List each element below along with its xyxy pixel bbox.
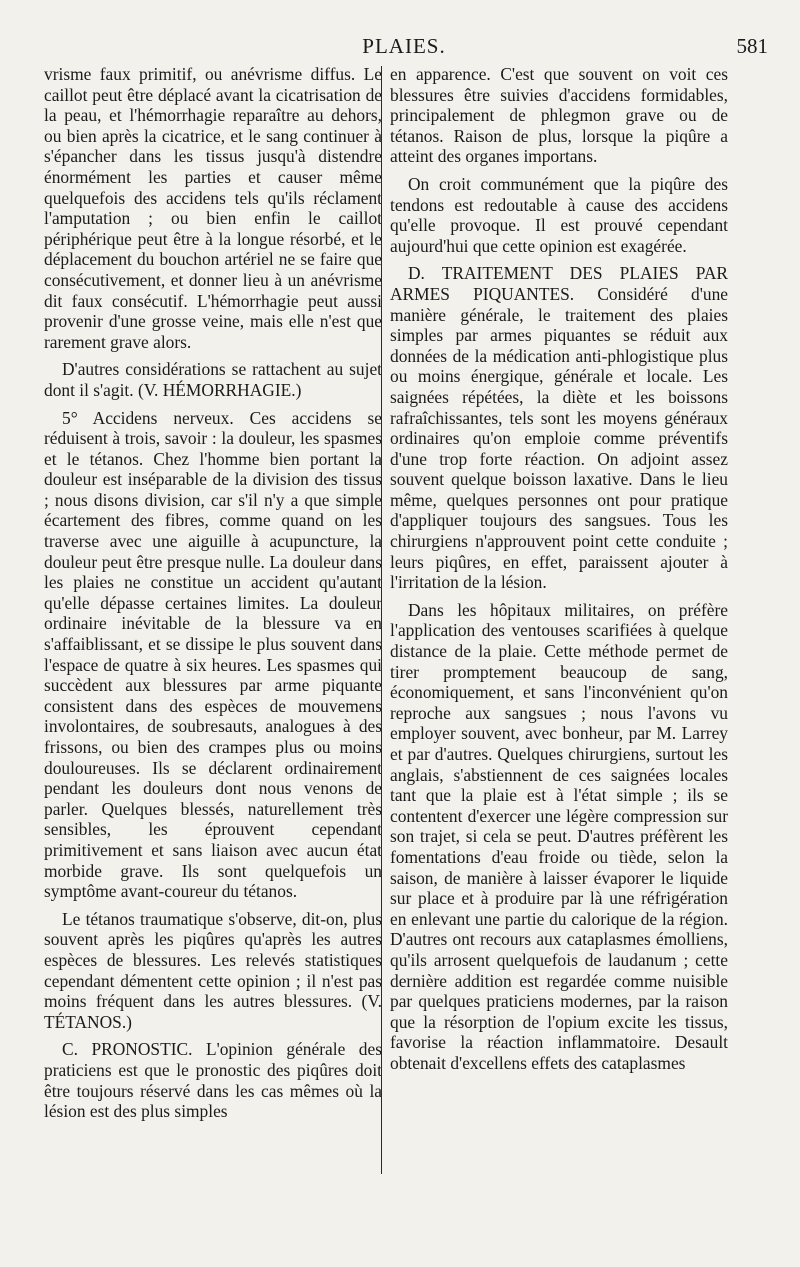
paragraph: Le tétanos traumatique s'observe, dit-on, plus souvent après les piqûres qu'après les autres espèces de blessures. Les relevés statistiques cependant démentent cette opinion ; il n'est pas moins fréquent dans les autres blessures. (V. TÉTANOS.) bbox=[44, 908, 382, 1032]
paragraph: 5° Accidens nerveux. Ces accidens se réduisent à trois, savoir : la douleur, les spasmes et le tétanos. Chez l'homme bien portant la douleur est inséparable de la division des tissus ; nous disons division, car s'il n'y a que simple écartement des fibres, comme quand on les traverse avec une aiguille à acupuncture, la douleur peut être presque nulle. La douleur dans les plaies ne constitue un accident qu'autant qu'elle dépasse certaines limites. La douleur ordinaire inévitable de la blessure va en s'affaiblissant, et se dissipe le plus souvent dans l'espace de quatre à six heures. Les spasmes qui succèdent aux blessures par arme piquante consistent dans des espèces de mouvemens involontaires, de soubresauts, analogues à des frissons, ou bien des crampes plus ou moins douloureuses. Ils se déclarent ordinairement pendant les douleurs dont nous venons de parler. Quelques blessés, naturellement très sensibles, les éprouvent cependant primitivement et sans liaison avec aucun état morbide grave. Ils sont quelquefois un symptôme avant-coureur du tétanos. bbox=[44, 407, 382, 902]
running-title: PLAIES. bbox=[362, 34, 446, 58]
column-divider bbox=[381, 66, 382, 1174]
running-head bbox=[40, 34, 768, 64]
paragraph: C. PRONOSTIC. L'opinion générale des praticiens est que le pronostic des piqûres doit être toujours réservé dans les cas mêmes où la lésion est des plus simples bbox=[44, 1039, 382, 1122]
paragraph: Dans les hôpitaux militaires, on préfère l'application des ventouses scarifiées à quelque distance de la plaie. Cette méthode permet de tirer promptement beaucoup de sang, économiquement, et sans l'inconvénient qu'on reproche aux sangsues ; nous l'avons vu employer souvent, avec bonheur, par M. Larrey et par d'autres. Quelques chirurgiens, surtout les anglais, s'abstiennent de ces saignées locales tant que la plaie est à l'état simple ; ils se contentent d'exercer une légère compression sur son trajet, si cela se peut. D'autres préfèrent les fomentations d'eau froide ou tiède, selon la saison, de manière à laisser évaporer le liquide sur place et à produire par là une réfrigération en enlevant une partie du calorique de la région. D'autres ont recours aux cataplasmes émolliens, qu'ils arrosent quelquefois de laudanum ; cette dernière addition est regardée comme nuisible par quelques praticiens modernes, par la raison que la résorption de l'opium excite les tissus, favorise la réaction inflammatoire. Desault obtenait d'excellens effets des cataplasmes bbox=[390, 599, 728, 1073]
paragraph: vrisme faux primitif, ou anévrisme diffus. Le caillot peut être déplacé avant la cicatrisation de la peau, et l'hémorrhagie reparaître au dehors, ou bien après la cicatrice, et le sang continuer à s'épancher dans les tissus jusqu'à distendre énormément les parties et causer même quelquefois des accidens tels qu'ils réclament l'amputation ; ou bien enfin le caillot périphérique peut être à la longue résorbé, et le déplacement du bouchon artériel ne se faire que consécutivement, et donner lieu à un anévrisme dit faux consécutif. L'hémorrhagie peut aussi provenir d'une grosse veine, mais elle n'est que rarement grave alors. bbox=[44, 64, 382, 352]
paragraph: en apparence. C'est que souvent on voit ces blessures être suivies d'accidens formidables, principalement de phlegmon grave ou de tétanos. Raison de plus, lorsque la piqûre a atteint des organes importans. bbox=[390, 64, 728, 167]
paragraph: D'autres considérations se rattachent au sujet dont il s'agit. (V. HÉMORRHAGIE.) bbox=[44, 359, 382, 400]
page-number: 581 bbox=[736, 34, 768, 58]
right-column bbox=[390, 64, 728, 1081]
left-column bbox=[44, 64, 382, 1129]
paragraph: On croit communément que la piqûre des tendons est redoutable à cause des accidens qu'elle provoque. Il est prouvé cependant aujourd'hui que cette opinion est exagérée. bbox=[390, 173, 728, 256]
paragraph: D. TRAITEMENT DES PLAIES PAR ARMES PIQUANTES. Considéré d'une manière générale, le traitement des plaies simples par armes piquantes se réduit aux données de la médication anti-phlogistique plus ou moins énergique, générale et locale. Les saignées répétées, la diète et les boissons rafraîchissantes, tels sont les moyens généraux ordinaires qu'on emploie comme préventifs d'une trop forte réaction. On adjoint assez souvent quelque boisson laxative. Dans le lieu même, quelques personnes ont pour pratique d'appliquer toujours des sangsues. Tous les chirurgiens n'approuvent point cette conduite ; leurs piqûres, en effet, paraissent ajouter à l'irritation de la lésion. bbox=[390, 263, 728, 593]
